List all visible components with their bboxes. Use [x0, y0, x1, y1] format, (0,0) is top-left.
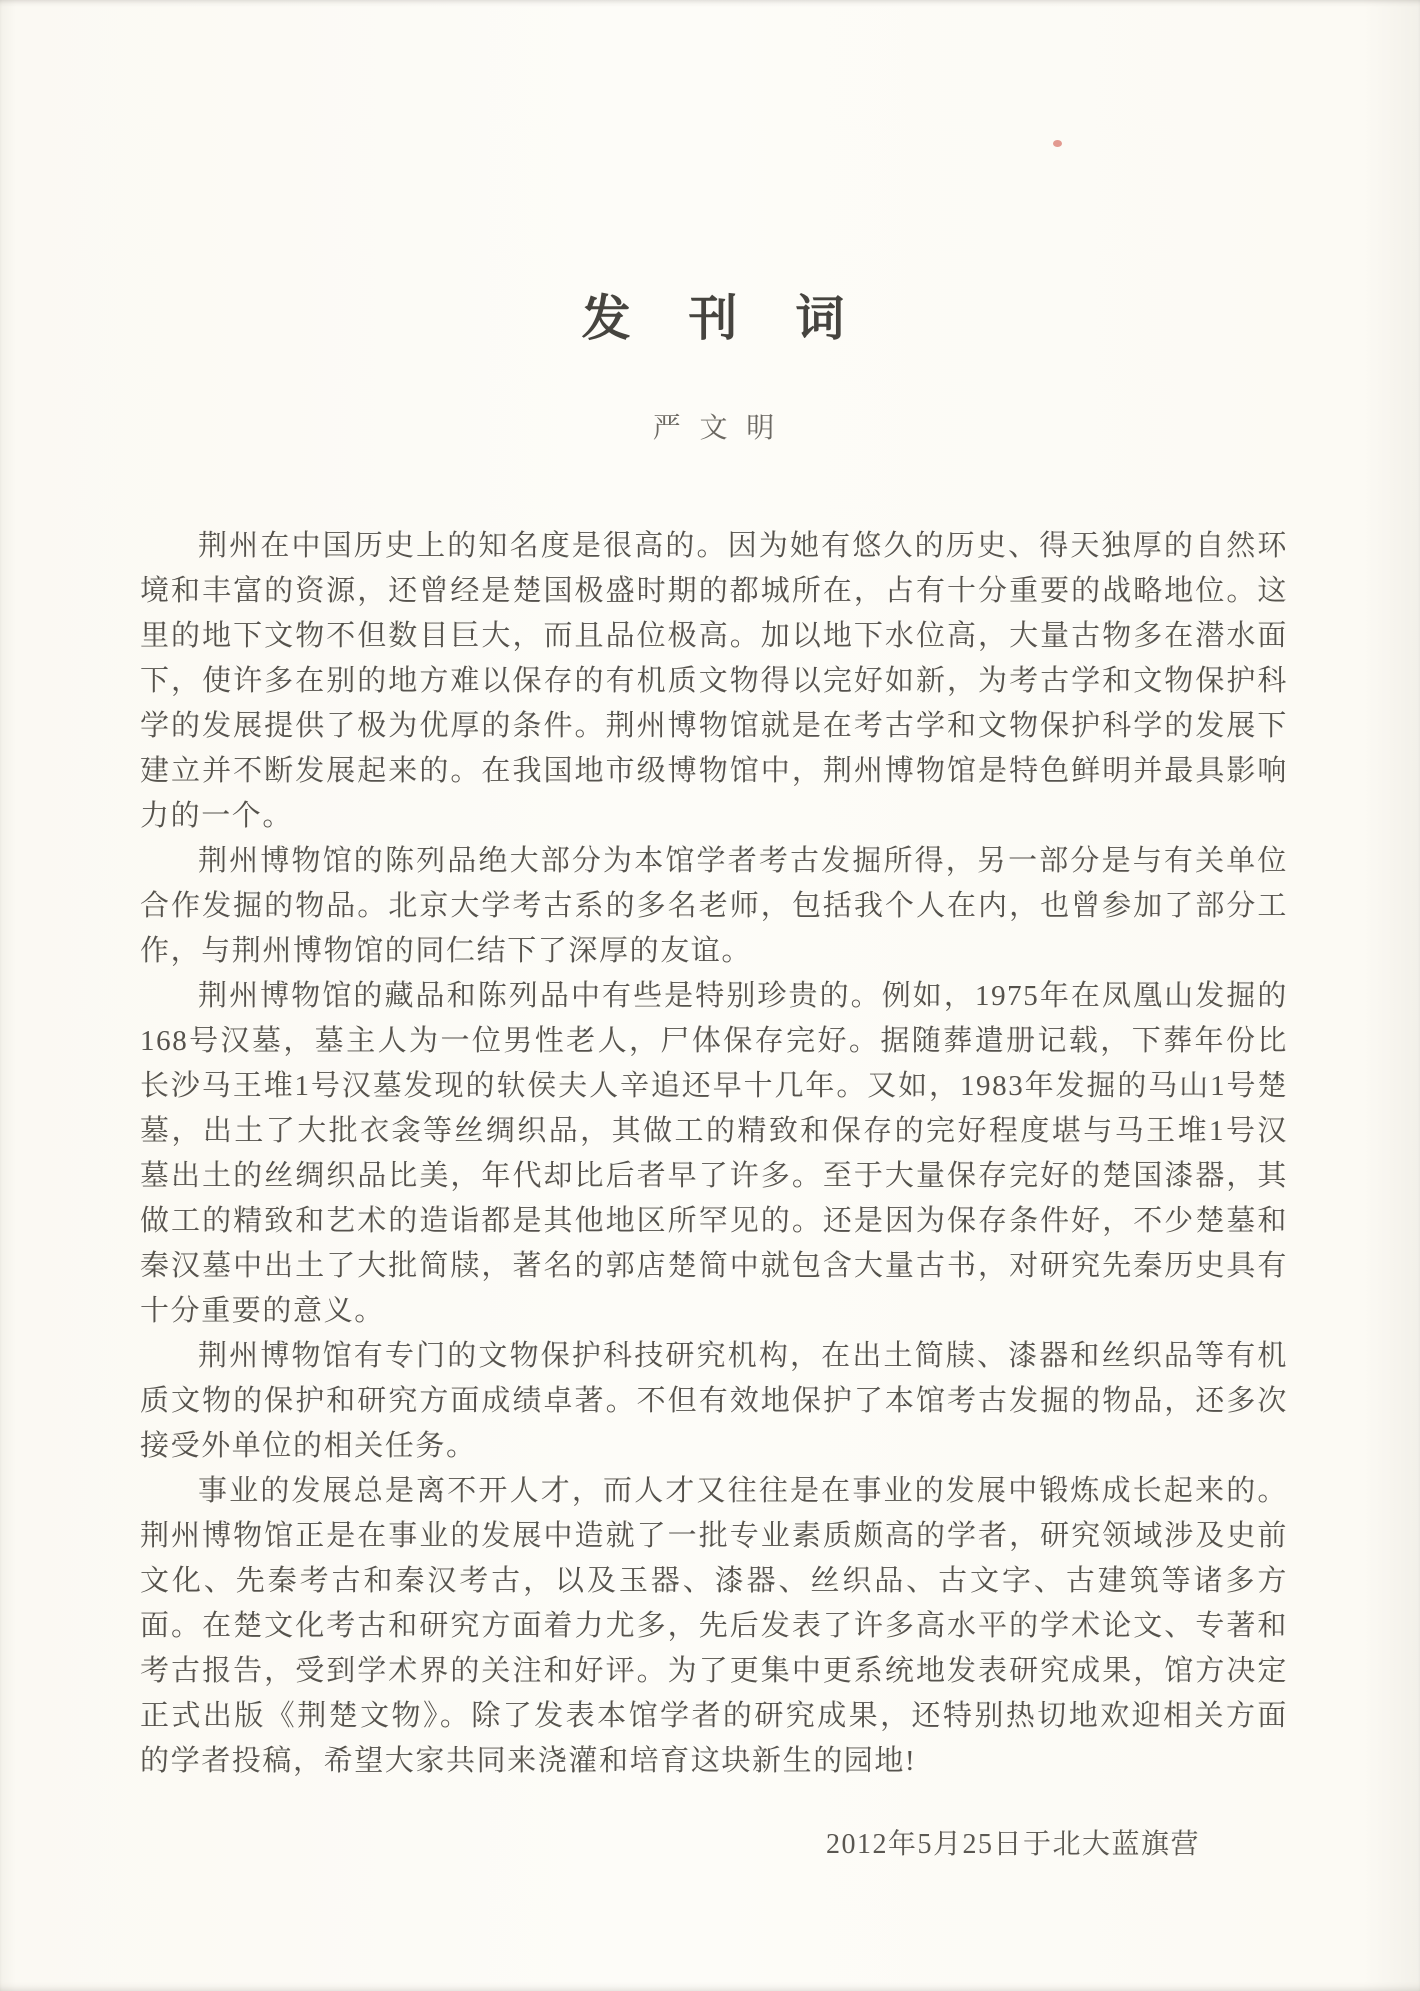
paragraph-3: 荆州博物馆的藏品和陈列品中有些是特别珍贵的。例如，1975年在凤凰山发掘的168号汉墓，墓主人为一位男性老人，尸体保存完好。据随葬遣册记载，下葬年份比长沙马王堆1号汉墓发现的轪侯夫人辛追还早十几年。又如，1983年发掘的马山1号楚墓，出土了大批衣衾等丝绸织品，其做工的精致和保存的完好程度堪与马王堆1号汉墓出土的丝绸织品比美，年代却比后者早了许多。至于大量保存完好的楚国漆器，其做工的精致和艺术的造诣都是其他地区所罕见的。还是因为保存条件好，不少楚墓和秦汉墓中出土了大批简牍，著名的郭店楚简中就包含大量古书，对研究先秦历史具有十分重要的意义。: [140, 980, 1288, 1327]
dateline: 2012年5月25日于北大蓝旗营: [825, 1829, 1200, 1860]
author-name: 严 文 明: [652, 413, 776, 444]
paragraph-5: 事业的发展总是离不开人才，而人才又往往是在事业的发展中锻炼成长起来的。荆州博物馆正是在事业的发展中造就了一批专业素质颇高的学者，研究领域涉及史前文化、先秦考古和秦汉考古，以及玉器、漆器、丝织品、古文字、古建筑等诸多方面。在楚文化考古和研究方面着力尤多，先后发表了许多高水平的学术论文、专著和考古报告，受到学术界的关注和好评。为了更集中更系统地发表研究成果，馆方决定正式出版《荆楚文物》。除了发表本馆学者的研究成果，还特别热切地欢迎相关方面的学者投稿，希望大家共同来浇灌和培育这块新生的园地!: [140, 1475, 1288, 1777]
paragraph-1: 荆州在中国历史上的知名度是很高的。因为她有悠久的历史、得天独厚的自然环境和丰富的资源，还曾经是楚国极盛时期的都城所在，占有十分重要的战略地位。这里的地下文物不但数目巨大，而且品位极高。加以地下水位高，大量古物多在潜水面下，使许多在别的地方难以保存的有机质文物得以完好如新，为考古学和文物保护科学的发展提供了极为优厚的条件。荆州博物馆就是在考古学和文物保护科学的发展下建立并不断发展起来的。在我国地市级博物馆中，荆州博物馆是特色鲜明并最具影响力的一个。: [140, 530, 1288, 832]
paragraph-2: 荆州博物馆的陈列品绝大部分为本馆学者考古发掘所得，另一部分是与有关单位合作发掘的物品。北京大学考古系的多名老师，包括我个人在内，也曾参加了部分工作，与荆州博物馆的同仁结下了深厚的友谊。: [140, 845, 1288, 967]
scan-artifact-speck: [1053, 140, 1062, 147]
article-body: [140, 524, 1288, 1784]
page-title: 发 刊 词: [581, 291, 847, 346]
paragraph-4: 荆州博物馆有专门的文物保护科技研究机构，在出土简牍、漆器和丝织品等有机质文物的保护和研究方面成绩卓著。不但有效地保护了本馆考古发掘的物品，还多次接受外单位的相关任务。: [140, 1340, 1288, 1462]
